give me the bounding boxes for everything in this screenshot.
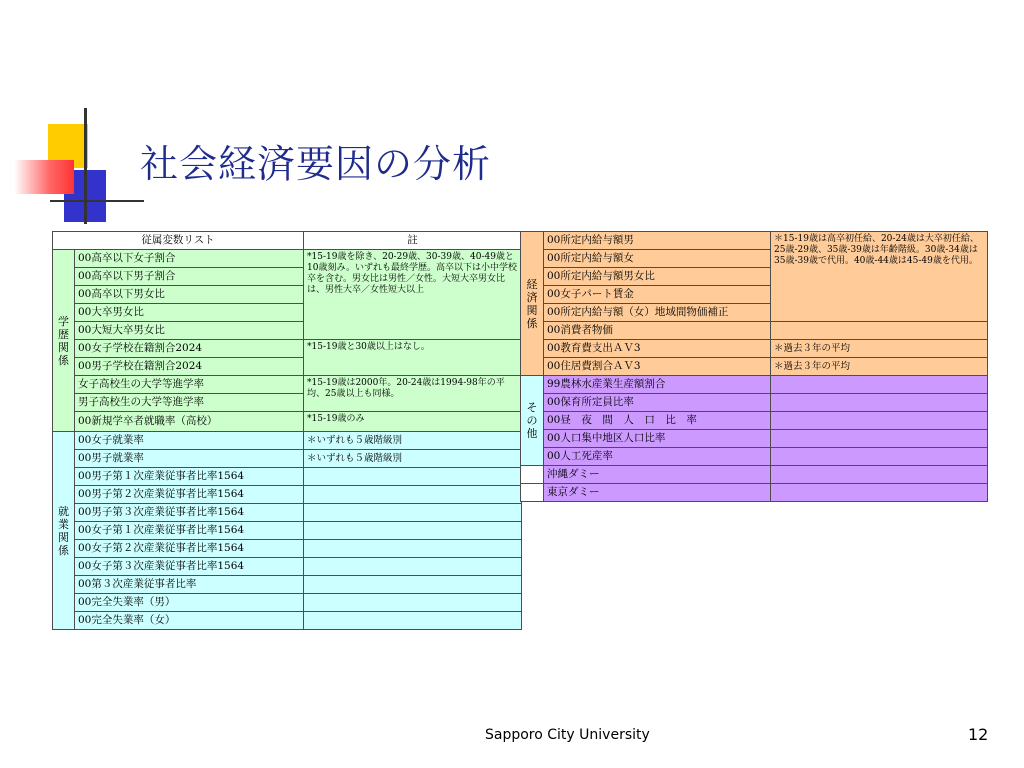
table-row: 00男子学校在籍割合2024 [75, 358, 304, 376]
group-label-shugyo: 就業関係 [53, 432, 75, 630]
group-label-keizai: 経済関係 [521, 232, 544, 376]
table-note: ＊いずれも５歳階級別 [304, 450, 522, 468]
table-row: 00女子第１次産業従事者比率1564 [75, 522, 304, 540]
table-row: 00男子就業率 [75, 450, 304, 468]
decorative-vertical-line [84, 108, 87, 224]
empty-cell [521, 466, 544, 484]
left-variable-table [52, 231, 522, 630]
table-row: 00住居費割合ＡＶ3 [544, 358, 771, 376]
empty-cell [771, 322, 988, 340]
empty-cell [771, 376, 988, 394]
table-row: 00女子就業率 [75, 432, 304, 450]
table-row: 00昼 夜 間 人 口 比 率 [544, 412, 771, 430]
empty-cell [304, 576, 522, 594]
slide-title: 社会経済要因の分析 [140, 142, 492, 186]
empty-cell [771, 448, 988, 466]
table-row: 00高卒以下女子割合 [75, 250, 304, 268]
empty-cell [304, 594, 522, 612]
table-row: 沖縄ダミー [544, 466, 771, 484]
page-number: 12 [968, 725, 989, 744]
table-row: 99農林水産業生産額割合 [544, 376, 771, 394]
table-row: 00所定内給与額男女比 [544, 268, 771, 286]
table-row: 00人工死産率 [544, 448, 771, 466]
table-row: 00所定内給与額男 [544, 232, 771, 250]
table-row: 00大卒男女比 [75, 304, 304, 322]
table-row: 00高卒以下男女比 [75, 286, 304, 304]
table-row: 00女子学校在籍割合2024 [75, 340, 304, 358]
decorative-red-square [14, 160, 74, 194]
table-note: ＊15-19歳は高卒初任給、20-24歳は大卒初任給、25歳-29歳、35歳-39歳は年齢階級。30歳-34歳は35歳-39歳で代用。40歳-44歳は45-49歳を代用。 [771, 232, 988, 322]
header-note: 註 [304, 232, 522, 250]
empty-cell [771, 430, 988, 448]
table-row: 00女子パート賃金 [544, 286, 771, 304]
table-note: *15-19歳のみ [304, 412, 522, 432]
footer-university: Sapporo City University [485, 727, 650, 743]
table-note: *15-19歳を除き、20-29歳、30-39歳、40-49歳と10歳刻み。いずれも最終学歴。高卒以下は小中学校卒を含む。男女比は男性／女性。大短大卒男女比は、男性大卒／女性短大以上 [304, 250, 522, 340]
empty-cell [304, 540, 522, 558]
empty-cell [304, 504, 522, 522]
table-row: 00保育所定員比率 [544, 394, 771, 412]
empty-cell [304, 468, 522, 486]
table-note: ＊いずれも５歳階級別 [304, 432, 522, 450]
table-row: 00完全失業率（男） [75, 594, 304, 612]
table-row: 00消費者物価 [544, 322, 771, 340]
empty-cell [771, 484, 988, 502]
table-row: 00第３次産業従事者比率 [75, 576, 304, 594]
empty-cell [771, 394, 988, 412]
table-row: 00完全失業率（女） [75, 612, 304, 630]
table-note: *15-19歳と30歳以上はなし。 [304, 340, 522, 376]
table-note: ＊過去３年の平均 [771, 340, 988, 358]
header-variable-list: 従属変数リスト [53, 232, 304, 250]
right-variable-table [520, 231, 988, 502]
empty-cell [304, 522, 522, 540]
table-row: 00男子第３次産業従事者比率1564 [75, 504, 304, 522]
table-row: 00教育費支出ＡＶ3 [544, 340, 771, 358]
table-note: *15-19歳は2000年。20-24歳は1994-98年の平均、25歳以上も同様。 [304, 376, 522, 412]
table-row: 00新規学卒者就職率（高校） [75, 412, 304, 432]
group-label-sonota: その他 [521, 376, 544, 466]
table-note: ＊過去３年の平均 [771, 358, 988, 376]
table-row: 00所定内給与額（女）地域間物価補正 [544, 304, 771, 322]
table-row: 00男子第２次産業従事者比率1564 [75, 486, 304, 504]
empty-cell [304, 486, 522, 504]
decorative-horizontal-line [50, 200, 144, 202]
table-row: 00高卒以下男子割合 [75, 268, 304, 286]
table-row: 00人口集中地区人口比率 [544, 430, 771, 448]
table-row: 00男子第１次産業従事者比率1564 [75, 468, 304, 486]
empty-cell [304, 558, 522, 576]
empty-cell [521, 484, 544, 502]
table-row: 00大短大卒男女比 [75, 322, 304, 340]
table-row: 00所定内給与額女 [544, 250, 771, 268]
table-row: 男子高校生の大学等進学率 [75, 394, 304, 412]
empty-cell [771, 412, 988, 430]
table-row: 女子高校生の大学等進学率 [75, 376, 304, 394]
empty-cell [304, 612, 522, 630]
table-row: 00女子第２次産業従事者比率1564 [75, 540, 304, 558]
empty-cell [771, 466, 988, 484]
table-row: 東京ダミー [544, 484, 771, 502]
group-label-gakureki: 学歴関係 [53, 250, 75, 432]
table-row: 00女子第３次産業従事者比率1564 [75, 558, 304, 576]
